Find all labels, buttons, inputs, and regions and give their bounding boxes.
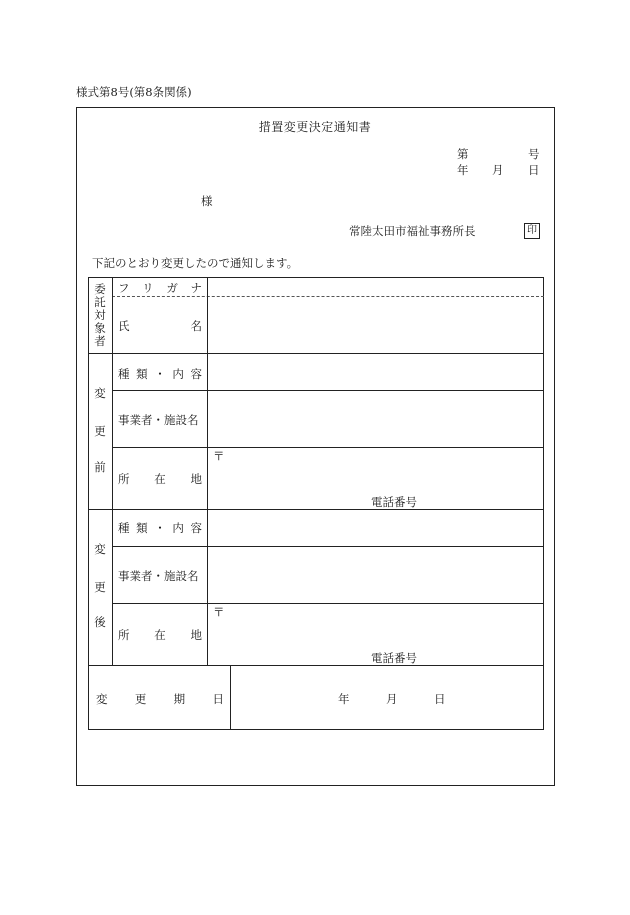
date-day-label: 日 <box>528 163 540 177</box>
consignee-header: 委 託 対 象 者 <box>94 282 106 348</box>
furigana-label: フ リ ガ ナ <box>118 281 202 295</box>
number-suffix: 号 <box>528 147 540 161</box>
location-field-after[interactable] <box>208 604 543 665</box>
location-label: 所 在 地 <box>118 472 202 486</box>
change-date-label: 変 更 期 日 <box>96 692 224 706</box>
location-label: 所 在 地 <box>118 628 202 642</box>
addressee-suffix: 様 <box>201 194 213 208</box>
change-date-month: 月 <box>386 692 398 706</box>
postal-mark: 〒 <box>213 605 225 619</box>
provider-field-before[interactable] <box>208 391 543 447</box>
phone-label: 電話番号 <box>371 651 417 665</box>
date-year-label: 年 <box>457 163 469 177</box>
phone-label: 電話番号 <box>371 495 417 509</box>
change-date-field[interactable] <box>231 666 543 729</box>
after-change-header: 変 更 後 <box>94 542 106 629</box>
issuer-name: 常陸太田市福祉事務所長 <box>349 224 476 238</box>
provider-label: 事業者・施設名 <box>118 413 199 427</box>
form-number-label: 様式第8号(第8条関係) <box>76 85 192 99</box>
furigana-field[interactable] <box>208 278 543 296</box>
date-month-label: 月 <box>492 163 504 177</box>
kind-content-label: 種 類 ・ 内 容 <box>118 521 202 535</box>
number-prefix: 第 <box>457 147 469 161</box>
kind-content-field-before[interactable] <box>208 354 543 390</box>
kind-content-field-after[interactable] <box>208 510 543 546</box>
change-date-year: 年 <box>338 692 350 706</box>
provider-label: 事業者・施設名 <box>118 569 199 583</box>
location-field-before[interactable] <box>208 448 543 509</box>
name-field[interactable] <box>208 297 543 353</box>
name-label: 氏 名 <box>118 319 202 333</box>
column-divider <box>112 277 113 665</box>
postal-mark: 〒 <box>213 449 225 463</box>
seal-stamp: 印 <box>524 223 540 239</box>
provider-field-after[interactable] <box>208 547 543 603</box>
intro-text: 下記のとおり変更したので通知します。 <box>92 256 299 270</box>
before-change-header: 変 更 前 <box>94 386 106 474</box>
kind-content-label: 種 類 ・ 内 容 <box>118 367 202 381</box>
change-date-day: 日 <box>434 692 446 706</box>
document-title: 措置変更決定通知書 <box>258 120 372 134</box>
